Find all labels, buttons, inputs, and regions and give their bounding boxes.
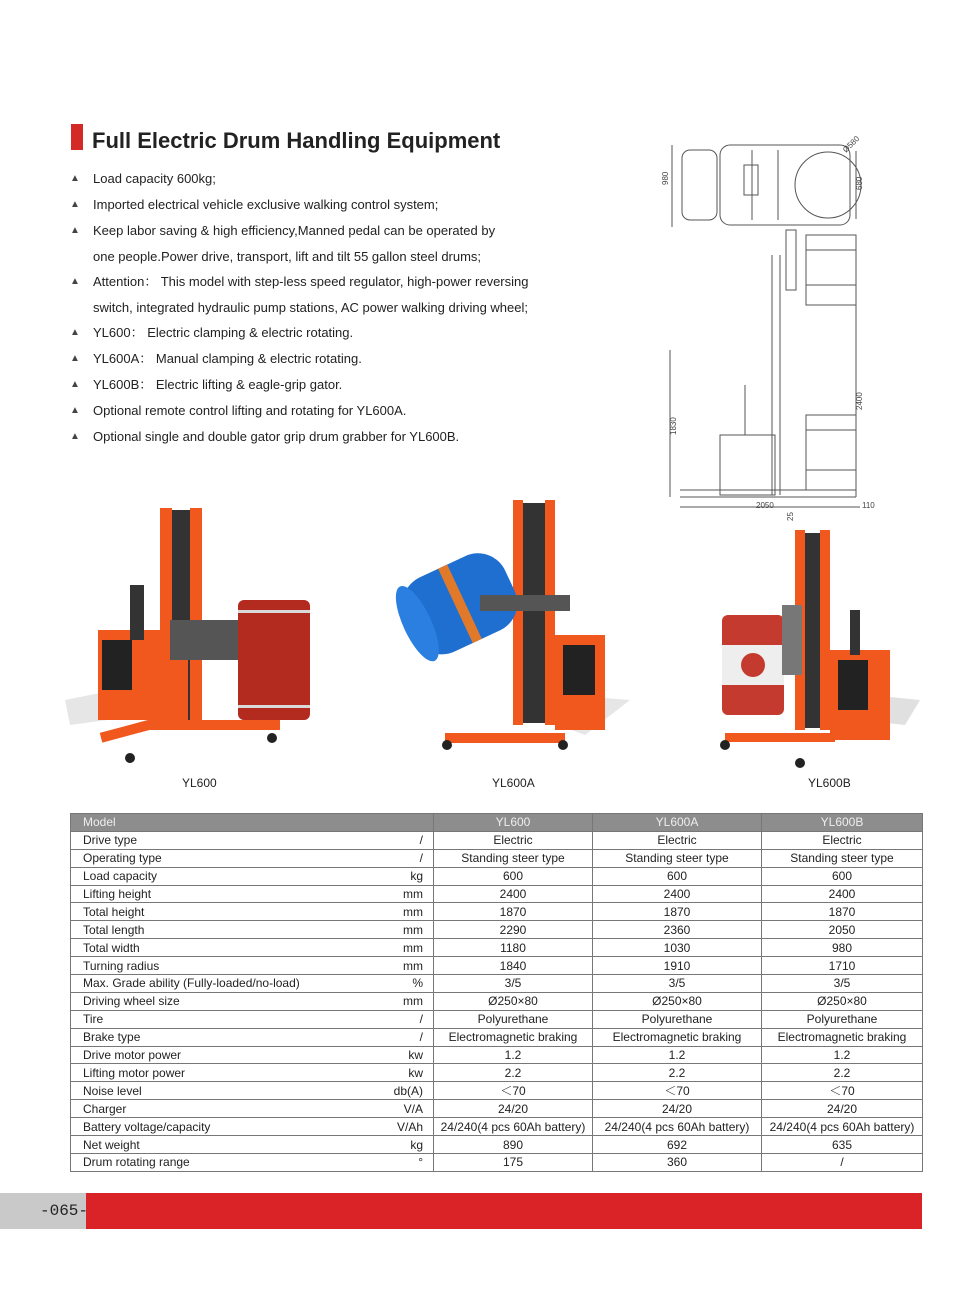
header-yl600: YL600 (434, 814, 593, 832)
spec-unit: kw (371, 1046, 434, 1064)
spec-table (70, 813, 923, 1172)
table-row (71, 1046, 923, 1064)
dim-2400-label: 2400 (855, 392, 864, 410)
spec-value-yl600b: / (762, 1154, 923, 1172)
header-model: Model (71, 814, 434, 832)
spec-name: Charger (71, 1100, 371, 1118)
spec-value-yl600a: 1870 (593, 903, 762, 921)
spec-value-yl600b: 24/20 (762, 1100, 923, 1118)
table-row (71, 939, 923, 957)
spec-unit: V/A (371, 1100, 434, 1118)
triangle-bullet-icon: ▲ (70, 225, 80, 236)
spec-value-yl600b: Ø250×80 (762, 992, 923, 1010)
spec-value-yl600b: 2050 (762, 921, 923, 939)
spec-value-yl600b: 1870 (762, 903, 923, 921)
footer-red-band (86, 1193, 922, 1229)
table-row (71, 1082, 923, 1100)
spec-value-yl600b: Electromagnetic braking (762, 1028, 923, 1046)
spec-name: Lifting height (71, 885, 371, 903)
spec-value-yl600: 600 (434, 867, 593, 885)
spec-name: Drum rotating range (71, 1154, 371, 1172)
spec-unit: mm (371, 939, 434, 957)
spec-unit: mm (371, 885, 434, 903)
spec-value-yl600b: 1710 (762, 957, 923, 975)
spec-name: Tire (71, 1010, 371, 1028)
triangle-bullet-icon: ▲ (70, 431, 80, 442)
feature-item: ▲ Load capacity 600kg; (70, 166, 550, 192)
spec-value-yl600a: 1910 (593, 957, 762, 975)
spec-value-yl600: 3/5 (434, 975, 593, 993)
spec-value-yl600a: 24/240(4 pcs 60Ah battery) (593, 1118, 762, 1136)
spec-value-yl600: 2290 (434, 921, 593, 939)
spec-value-yl600: 2400 (434, 885, 593, 903)
spec-value-yl600a: 360 (593, 1154, 762, 1172)
spec-value-yl600a: Ø250×80 (593, 992, 762, 1010)
feature-item-continuation: switch, integrated hydraulic pump stations, AC power walking driving wheel; (93, 300, 528, 315)
spec-value-yl600a: 1.2 (593, 1046, 762, 1064)
spec-unit: kw (371, 1064, 434, 1082)
table-row (71, 867, 923, 885)
spec-value-yl600: Ø250×80 (434, 992, 593, 1010)
spec-value-yl600: ＜70 (434, 1082, 593, 1100)
dim-25-label: 25 (786, 512, 795, 521)
header-yl600b: YL600B (762, 814, 923, 832)
spec-value-yl600a: Electric (593, 831, 762, 849)
yl600-product-image (60, 500, 330, 770)
spec-unit: mm (371, 921, 434, 939)
spec-name: Load capacity (71, 867, 371, 885)
spec-name: Drive motor power (71, 1046, 371, 1064)
spec-value-yl600a: 24/20 (593, 1100, 762, 1118)
spec-unit: / (371, 1010, 434, 1028)
spec-value-yl600a: Electromagnetic braking (593, 1028, 762, 1046)
spec-value-yl600b: 635 (762, 1136, 923, 1154)
feature-item: ▲ Keep labor saving & high efficiency,Manned pedal can be operated by (70, 218, 550, 244)
feature-item: ▲ Optional remote control lifting and rotating for YL600A. (70, 398, 550, 424)
triangle-bullet-icon: ▲ (70, 327, 80, 338)
spec-value-yl600a: 2360 (593, 921, 762, 939)
spec-name: Noise level (71, 1082, 371, 1100)
spec-value-yl600a: 2400 (593, 885, 762, 903)
feature-list (70, 166, 550, 450)
table-row (71, 975, 923, 993)
spec-value-yl600: 24/240(4 pcs 60Ah battery) (434, 1118, 593, 1136)
spec-unit: kg (371, 1136, 434, 1154)
spec-unit: mm (371, 903, 434, 921)
table-row (71, 903, 923, 921)
triangle-bullet-icon: ▲ (70, 173, 80, 184)
spec-name: Total height (71, 903, 371, 921)
spec-value-yl600b: 2400 (762, 885, 923, 903)
spec-value-yl600: 24/20 (434, 1100, 593, 1118)
yl600a-caption: YL600A (492, 776, 535, 790)
spec-name: Driving wheel size (71, 992, 371, 1010)
page-number: -065- (40, 1202, 89, 1220)
table-row (71, 992, 923, 1010)
yl600b-product-image (710, 525, 925, 770)
triangle-bullet-icon: ▲ (70, 405, 80, 416)
spec-value-yl600a: Polyurethane (593, 1010, 762, 1028)
triangle-bullet-icon: ▲ (70, 353, 80, 364)
spec-value-yl600b: Electric (762, 831, 923, 849)
dim-1830-label: 1830 (669, 417, 678, 435)
triangle-bullet-icon: ▲ (70, 276, 80, 287)
spec-unit: V/Ah (371, 1118, 434, 1136)
feature-item: ▲ Optional single and double gator grip drum grabber for YL600B. (70, 424, 550, 450)
spec-unit: / (371, 831, 434, 849)
dim-680-label: 680 (855, 176, 864, 190)
dimension-drawing (660, 134, 890, 521)
dim-d580-label: Ø580 (841, 134, 862, 155)
spec-value-yl600b: 3/5 (762, 975, 923, 993)
spec-name: Max. Grade ability (Fully-loaded/no-load) (71, 975, 371, 993)
spec-value-yl600: 2.2 (434, 1064, 593, 1082)
spec-value-yl600b: 1.2 (762, 1046, 923, 1064)
spec-value-yl600: 890 (434, 1136, 593, 1154)
feature-item: ▲ YL600A： Manual clamping & electric rotating. (70, 346, 550, 372)
spec-value-yl600a: 692 (593, 1136, 762, 1154)
spec-unit: mm (371, 957, 434, 975)
spec-value-yl600a: 600 (593, 867, 762, 885)
spec-value-yl600: Electric (434, 831, 593, 849)
spec-value-yl600b: 600 (762, 867, 923, 885)
spec-name: Lifting motor power (71, 1064, 371, 1082)
header-yl600a: YL600A (593, 814, 762, 832)
spec-unit: ° (371, 1154, 434, 1172)
table-row (71, 849, 923, 867)
spec-unit: % (371, 975, 434, 993)
table-row (71, 1100, 923, 1118)
triangle-bullet-icon: ▲ (70, 379, 80, 390)
dim-110-label: 110 (862, 501, 875, 510)
spec-unit: mm (371, 992, 434, 1010)
spec-value-yl600a: 2.2 (593, 1064, 762, 1082)
feature-item: ▲ Attention： This model with step-less speed regulator, high-power reversing (70, 269, 550, 295)
spec-value-yl600b: 2.2 (762, 1064, 923, 1082)
feature-item: ▲ Imported electrical vehicle exclusive walking control system; (70, 192, 550, 218)
spec-value-yl600: 1180 (434, 939, 593, 957)
table-row (71, 921, 923, 939)
feature-item-continuation: one people.Power drive, transport, lift and tilt 55 gallon steel drums; (93, 249, 482, 264)
spec-name: Net weight (71, 1136, 371, 1154)
spec-unit: / (371, 1028, 434, 1046)
spec-value-yl600: Standing steer type (434, 849, 593, 867)
table-row (71, 1064, 923, 1082)
spec-value-yl600: 1840 (434, 957, 593, 975)
table-row (71, 885, 923, 903)
spec-value-yl600a: Standing steer type (593, 849, 762, 867)
table-header-row (71, 814, 923, 832)
yl600b-caption: YL600B (808, 776, 851, 790)
dim-2050-label: 2050 (756, 501, 774, 510)
table-row (71, 1010, 923, 1028)
feature-item: ▲ YL600： Electric clamping & electric rotating. (70, 320, 550, 346)
table-row (71, 957, 923, 975)
page-title: Full Electric Drum Handling Equipment (92, 128, 501, 153)
spec-unit: db(A) (371, 1082, 434, 1100)
spec-name: Brake type (71, 1028, 371, 1046)
table-row (71, 1136, 923, 1154)
title-accent-bar (71, 124, 83, 150)
table-row (71, 1028, 923, 1046)
spec-name: Operating type (71, 849, 371, 867)
spec-value-yl600a: 1030 (593, 939, 762, 957)
spec-name: Turning radius (71, 957, 371, 975)
spec-name: Battery voltage/capacity (71, 1118, 371, 1136)
spec-name: Total width (71, 939, 371, 957)
spec-value-yl600: Polyurethane (434, 1010, 593, 1028)
spec-unit: kg (371, 867, 434, 885)
spec-name: Drive type (71, 831, 371, 849)
table-row (71, 1118, 923, 1136)
yl600-caption: YL600 (182, 776, 217, 790)
spec-name: Total length (71, 921, 371, 939)
spec-value-yl600: 1870 (434, 903, 593, 921)
yl600a-product-image (385, 495, 635, 760)
spec-value-yl600b: Polyurethane (762, 1010, 923, 1028)
spec-value-yl600b: 980 (762, 939, 923, 957)
spec-value-yl600a: ＜70 (593, 1082, 762, 1100)
dim-980-label: 980 (661, 171, 670, 185)
spec-value-yl600: Electromagnetic braking (434, 1028, 593, 1046)
spec-value-yl600b: ＜70 (762, 1082, 923, 1100)
table-row (71, 1154, 923, 1172)
spec-unit: / (371, 849, 434, 867)
spec-value-yl600a: 3/5 (593, 975, 762, 993)
table-row (71, 831, 923, 849)
triangle-bullet-icon: ▲ (70, 199, 80, 210)
spec-value-yl600b: Standing steer type (762, 849, 923, 867)
spec-value-yl600: 175 (434, 1154, 593, 1172)
spec-value-yl600b: 24/240(4 pcs 60Ah battery) (762, 1118, 923, 1136)
feature-item: ▲ YL600B： Electric lifting & eagle-grip gator. (70, 372, 550, 398)
spec-value-yl600: 1.2 (434, 1046, 593, 1064)
